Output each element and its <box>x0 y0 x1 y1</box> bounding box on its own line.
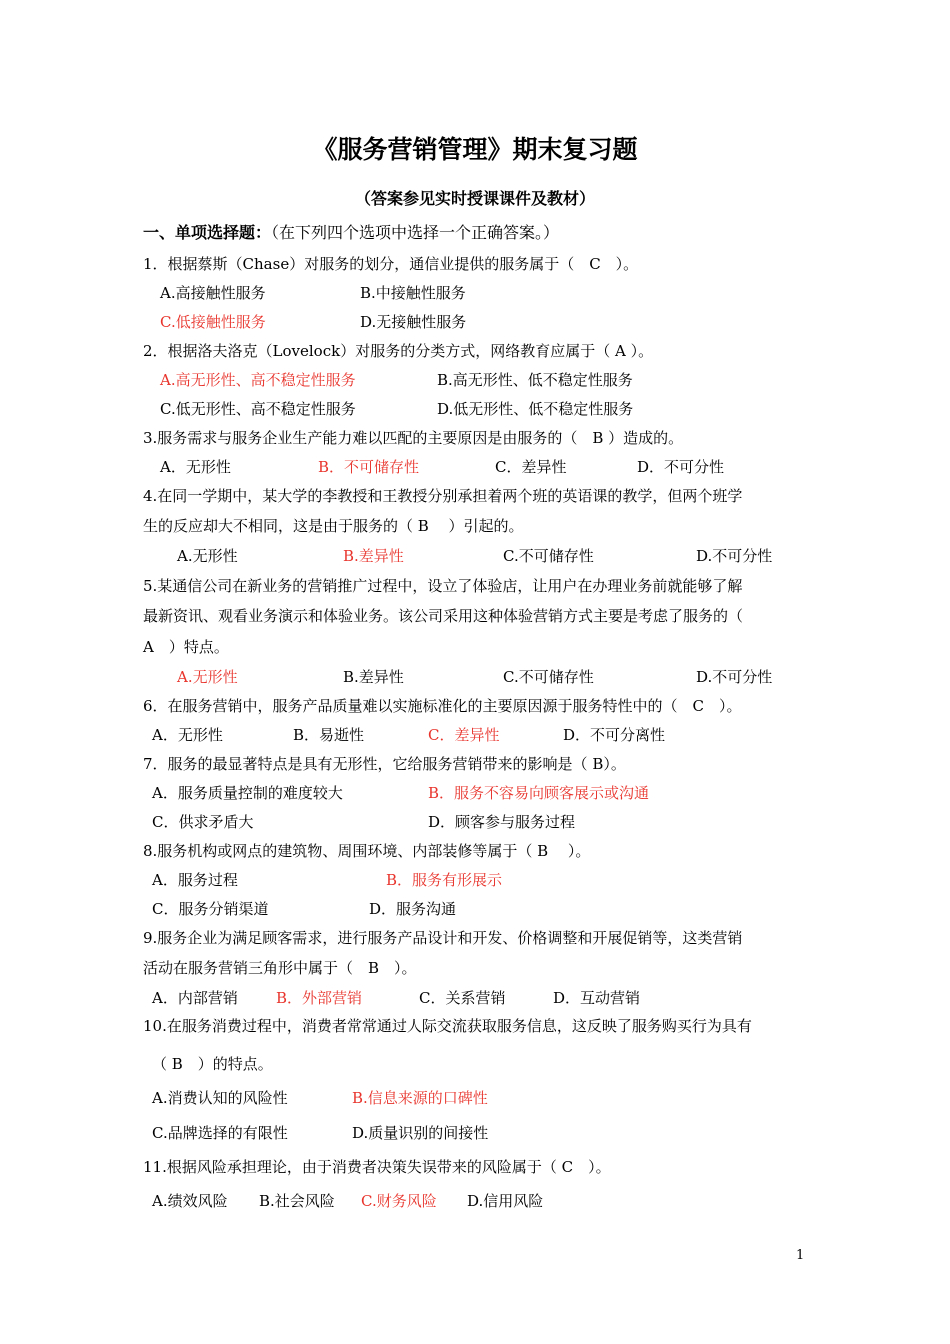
q8-option-b-answer: B．服务有形展示 <box>386 871 503 889</box>
q2-option-d: D.低无形性、低不稳定性服务 <box>437 400 634 418</box>
q9-option-c: C．关系营销 <box>419 989 506 1007</box>
q4-option-d: D.不可分性 <box>696 547 773 565</box>
q7-option-a: A．服务质量控制的难度较大 <box>152 784 343 802</box>
q5-option-d: D.不可分性 <box>696 668 773 686</box>
q3-option-b-answer: B．不可储存性 <box>318 458 420 476</box>
question-1-text: 1．根据蔡斯（Chase）对服务的划分，通信业提供的服务属于（ C ）。 <box>143 255 639 273</box>
q8-option-c: C．服务分销渠道 <box>152 900 269 918</box>
q4-option-a: A.无形性 <box>177 547 238 565</box>
question-7-text: 7．服务的最显著特点是具有无形性，它给服务营销带来的影响是（ B）。 <box>143 755 626 773</box>
q3-option-c: C．差异性 <box>495 458 567 476</box>
q8-option-a: A．服务过程 <box>152 871 238 889</box>
question-9-text-line2: 活动在服务营销三角形中属于（ B ）。 <box>143 959 417 977</box>
q10-option-c: C.品牌选择的有限性 <box>152 1124 288 1142</box>
q10-option-a: A.消费认知的风险性 <box>152 1089 288 1107</box>
q5-option-c: C.不可储存性 <box>503 668 594 686</box>
q3-option-a: A．无形性 <box>160 458 231 476</box>
q1-option-b: B.中接触性服务 <box>360 284 466 302</box>
q10-option-b-answer: B.信息来源的口碑性 <box>352 1089 488 1107</box>
q2-option-c: C.低无形性、高不稳定性服务 <box>160 400 356 418</box>
q2-option-a-answer: A.高无形性、高不稳定性服务 <box>160 371 356 389</box>
q3-option-d: D．不可分性 <box>637 458 725 476</box>
question-10-text-line1: 10.在服务消费过程中，消费者常常通过人际交流获取服务信息，这反映了服务购买行为具有 <box>143 1017 752 1035</box>
page-number: 1 <box>796 1248 805 1263</box>
q5-option-b: B.差异性 <box>343 668 404 686</box>
page-title: 《服务营销管理》期末复习题 <box>312 135 638 164</box>
q6-option-c-answer: C．差异性 <box>428 726 500 744</box>
q7-option-d: D．顾客参与服务过程 <box>428 813 576 831</box>
page-subtitle: （答案参见实时授课课件及教材） <box>354 189 595 208</box>
q11-option-b: B.社会风险 <box>259 1192 335 1210</box>
q6-option-b: B．易逝性 <box>293 726 365 744</box>
q1-option-d: D.无接触性服务 <box>360 313 467 331</box>
q9-option-a: A．内部营销 <box>152 989 238 1007</box>
q1-option-c-answer: C.低接触性服务 <box>160 313 266 331</box>
question-8-text: 8.服务机构或网点的建筑物、周围环境、内部装修等属于（ B ）。 <box>143 842 591 860</box>
q11-option-a: A.绩效风险 <box>152 1192 228 1210</box>
question-5-text-line1: 5.某通信公司在新业务的营销推广过程中，设立了体验店，让用户在办理业务前就能够了解 <box>143 577 743 595</box>
question-3-text: 3.服务需求与服务企业生产能力难以匹配的主要原因是由服务的（ B ）造成的。 <box>143 429 684 447</box>
q6-option-d: D．不可分离性 <box>563 726 666 744</box>
section-instruction: （在下列四个选项中选择一个正确答案。） <box>271 223 560 242</box>
question-5-text-line2: 最新资讯、观看业务演示和体验业务。该公司采用这种体验营销方式主要是考虑了服务的（ <box>143 607 744 625</box>
q4-option-c: C.不可储存性 <box>503 547 594 565</box>
q8-option-d: D．服务沟通 <box>369 900 457 918</box>
q1-option-a: A.高接触性服务 <box>160 284 266 302</box>
question-4-text-line1: 4.在同一学期中，某大学的李教授和王教授分别承担着两个班的英语课的教学，但两个班学 <box>143 487 743 505</box>
question-11-text: 11.根据风险承担理论，由于消费者决策失误带来的风险属于（ C ）。 <box>143 1158 611 1176</box>
q4-option-b-answer: B.差异性 <box>343 547 404 565</box>
q2-option-b: B.高无形性、低不稳定性服务 <box>437 371 633 389</box>
question-2-text: 2．根据洛夫洛克（Lovelock）对服务的分类方式，网络教育应属于（ A ）。 <box>143 342 654 360</box>
question-9-text-line1: 9.服务企业为满足顾客需求，进行服务产品设计和开发、价格调整和开展促销等，这类营销 <box>143 929 743 947</box>
q9-option-d: D．互动营销 <box>553 989 641 1007</box>
q6-option-a: A．无形性 <box>152 726 223 744</box>
q10-option-d: D.质量识别的间接性 <box>352 1124 489 1142</box>
section-heading: 一、单项选择题： <box>143 223 272 242</box>
q11-option-c-answer: C.财务风险 <box>361 1192 437 1210</box>
q7-option-c: C．供求矛盾大 <box>152 813 254 831</box>
q9-option-b-answer: B．外部营销 <box>276 989 363 1007</box>
section-header <box>143 222 559 244</box>
q5-option-a-answer: A.无形性 <box>177 668 238 686</box>
question-10-text-line2: （ B ）的特点。 <box>152 1055 273 1073</box>
question-4-text-line2: 生的反应却大不相同，这是由于服务的（ B ）引起的。 <box>143 517 524 535</box>
q7-option-b-answer: B．服务不容易向顾客展示或沟通 <box>428 784 650 802</box>
question-5-text-line3: A ）特点。 <box>143 638 229 656</box>
question-6-text: 6．在服务营销中，服务产品质量难以实施标准化的主要原因源于服务特性中的（ C ）。 <box>143 697 742 715</box>
q11-option-d: D.信用风险 <box>467 1192 544 1210</box>
